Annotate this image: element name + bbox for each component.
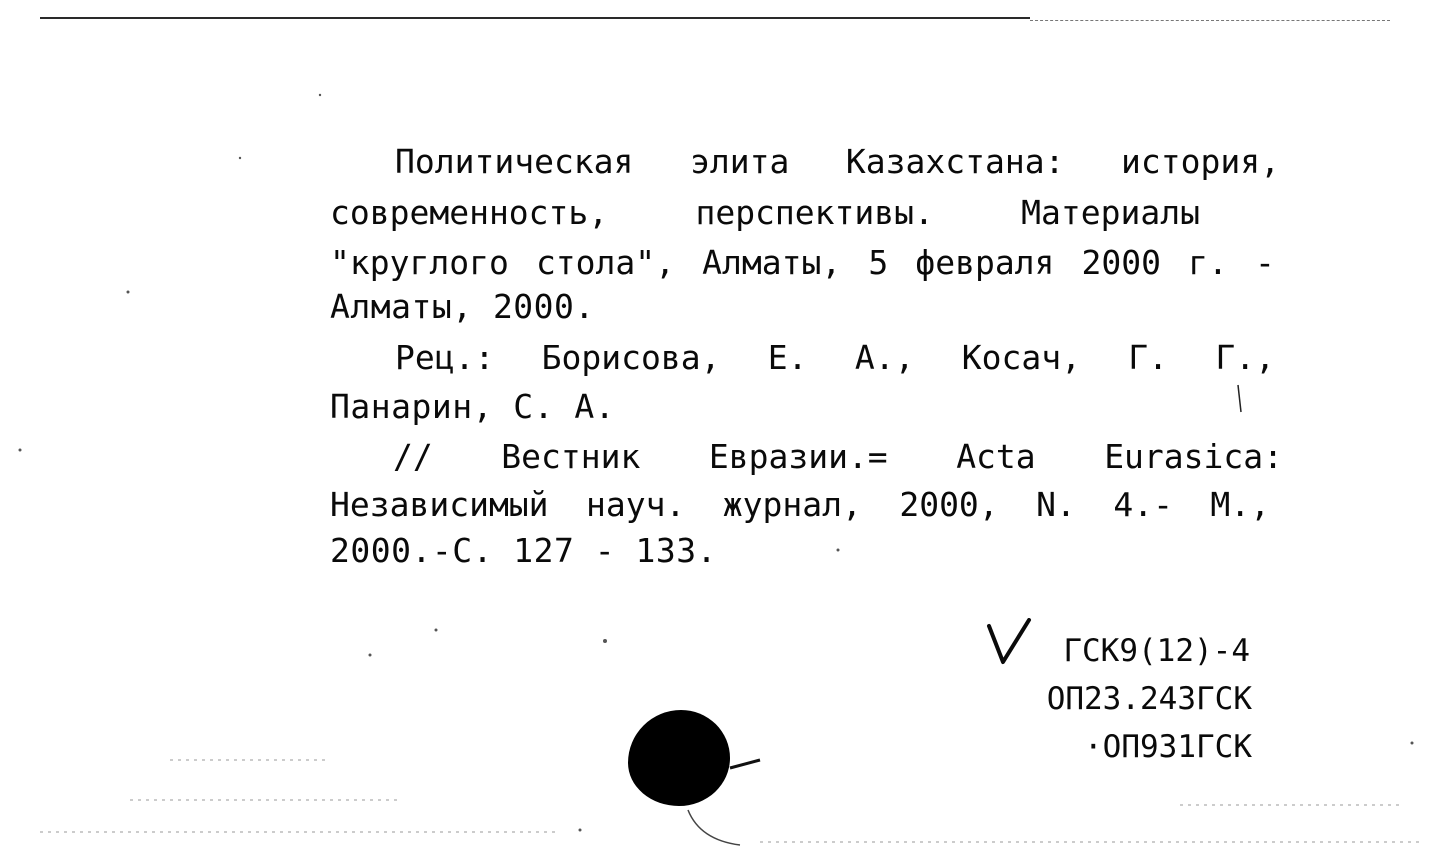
shelf-code-2: ОП23.243ГСК	[1046, 681, 1252, 717]
word: 2000	[1081, 243, 1162, 282]
word: 4.-	[1113, 485, 1173, 524]
word: -	[1255, 243, 1275, 282]
word: Eurasica:	[1104, 437, 1283, 476]
word: Косач,	[961, 338, 1081, 377]
word: журнал,	[722, 485, 862, 524]
word: г.	[1188, 243, 1228, 282]
word: науч.	[586, 485, 686, 524]
word: N.	[1036, 485, 1076, 524]
word: Казахстана:	[845, 142, 1065, 181]
word: стола",	[535, 243, 676, 282]
word: //	[393, 437, 433, 476]
title-line-4: Алматы, 2000.	[330, 287, 595, 326]
word: история,	[1121, 142, 1280, 181]
word: Независимый	[330, 485, 549, 524]
word: февраля	[915, 243, 1055, 282]
word: Е.	[767, 338, 808, 377]
word: Вестник	[501, 437, 641, 476]
shelf-code-3: ·ОП931ГСК	[1084, 729, 1252, 765]
word: Г.	[1128, 338, 1169, 377]
word: 5	[868, 243, 889, 282]
word: 2000,	[899, 485, 999, 524]
review-line-2: Панарин, С. А.	[330, 387, 616, 426]
word: Г.,	[1215, 338, 1275, 377]
word: А.,	[854, 338, 915, 377]
word: М.,	[1210, 485, 1270, 524]
word: Алматы,	[702, 243, 842, 282]
word: современность,	[330, 193, 609, 232]
source-line-3: 2000.-С. 127 - 133.	[330, 531, 717, 570]
word: Евразии.=	[708, 437, 888, 476]
word: Политическая	[395, 142, 634, 181]
word: элита	[690, 142, 790, 181]
shelf-code-1: ГСК9(12)-4	[1063, 633, 1250, 669]
word: Борисова,	[541, 338, 721, 377]
word: Рец.:	[395, 338, 495, 377]
word: Acta	[956, 437, 1036, 476]
word: "круглого	[330, 243, 509, 282]
word: перспективы.	[695, 193, 934, 232]
word: Материалы	[1021, 193, 1200, 232]
